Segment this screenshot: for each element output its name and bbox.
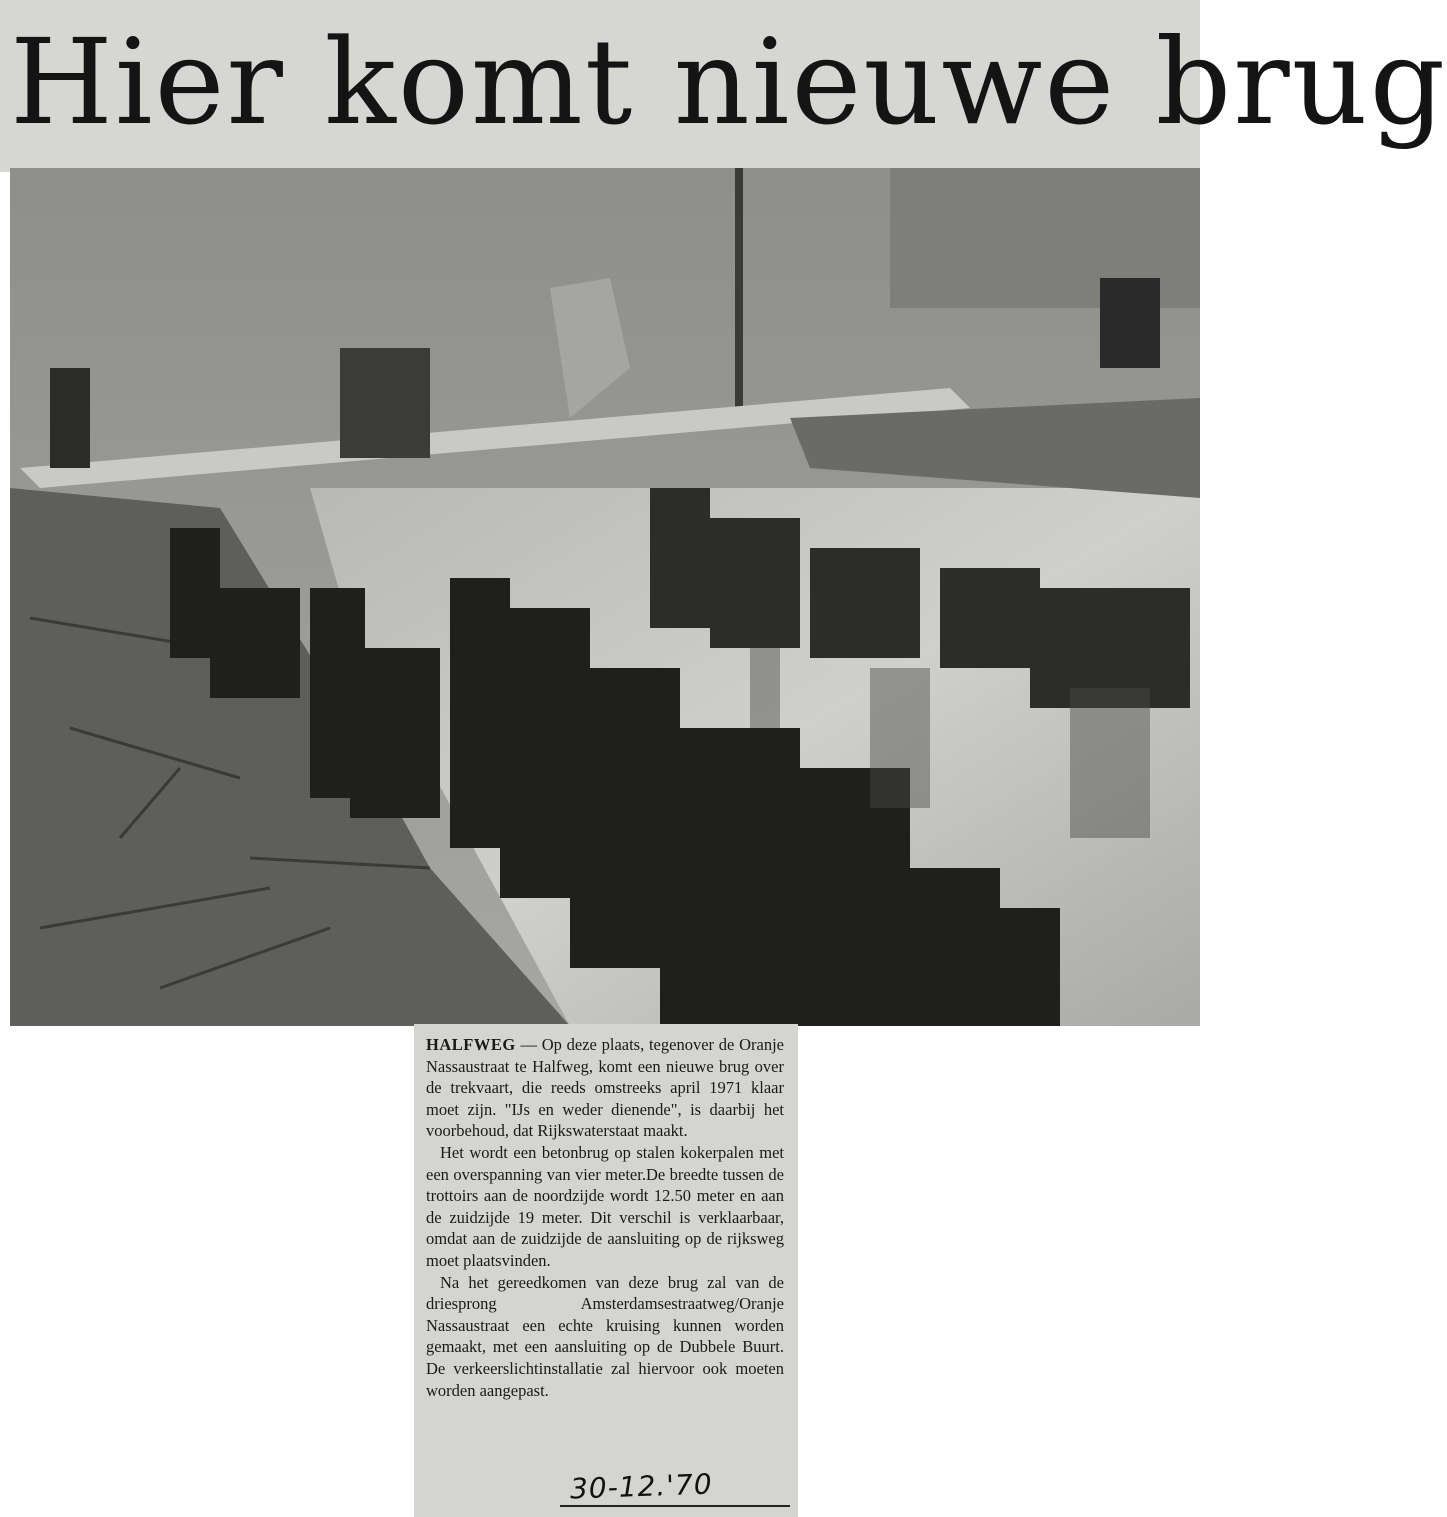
headline: Hier komt nieuwe brug <box>10 13 1447 151</box>
construction-photo <box>10 168 1200 1026</box>
date-underline <box>560 1505 790 1507</box>
handwritten-date: 30-12.'70 <box>569 1467 714 1506</box>
dateline: HALFWEG <box>426 1035 516 1054</box>
caption-paragraph <box>426 1034 784 1142</box>
caption-column <box>414 1024 798 1517</box>
headline-strip <box>0 0 1447 172</box>
caption-paragraph: Na het gereedkomen van deze brug zal van de driesprong Amsterdamsestraatweg/Oranje Nassaustraat een echte kruising kunnen worden gemaakt, met een aansluiting op de Dubbele Buurt. De verkeerslichtinstallatie zal hiervoor ook moeten worden aangepast. <box>426 1272 784 1400</box>
caption-paragraph: Het wordt een betonbrug op stalen kokerpalen met een overspanning van vier meter.De breedte tussen de trottoirs aan de noordzijde wordt 12.50 meter en aan de zuidzijde 19 meter. Dit verschil is verklaarbaar, omdat aan de zuidzijde de aansluiting op de rijksweg moet plaatsvinden. <box>426 1142 784 1270</box>
caption-text: — Op deze plaats, tegenover de Oranje Nassaustraat te Halfweg, komt een nieuwe brug over de trekvaart, die reeds omstreeks april 1971 klaar moet zijn. "IJs en weder dienende", is daarbij het voorbehoud, dat Rijkswaterstaat maakt. <box>426 1035 785 1141</box>
photo-illustration <box>10 168 1200 1026</box>
